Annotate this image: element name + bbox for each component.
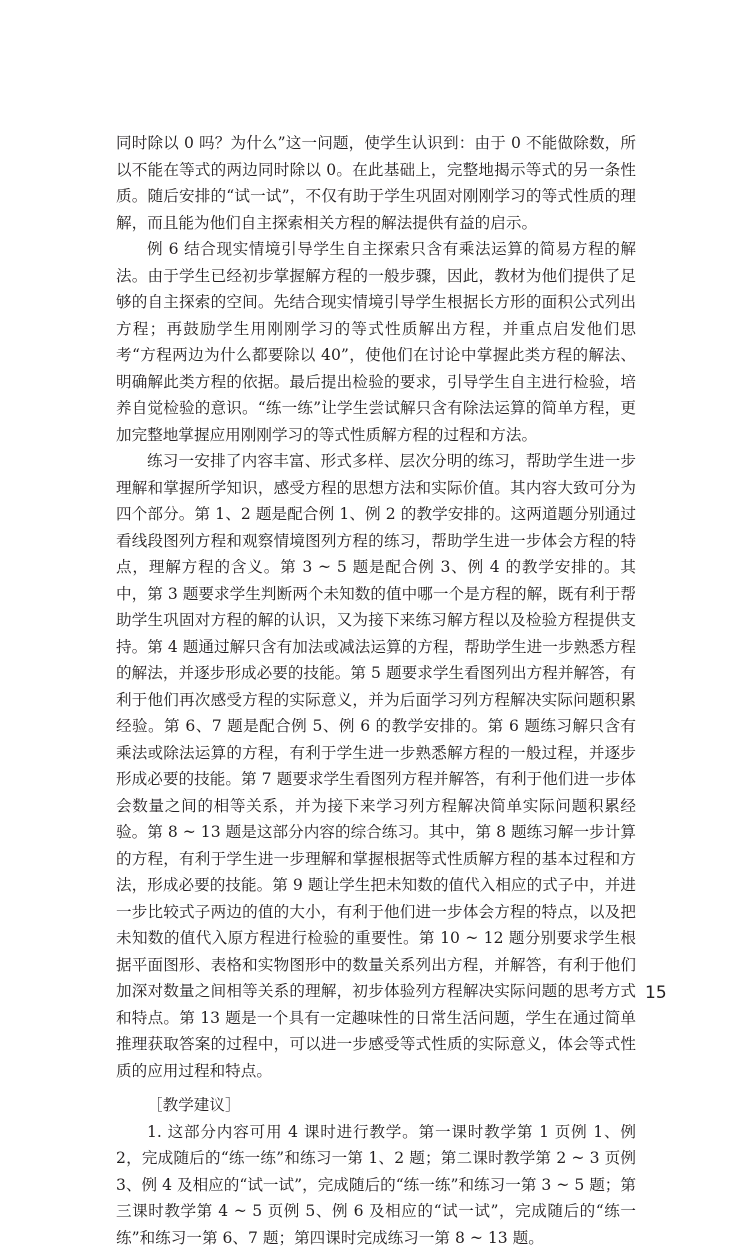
page-body: [116, 130, 636, 1251]
paragraph-exercise-1: 练习一安排了内容丰富、形式多样、层次分明的练习，帮助学生进一步理解和掌握所学知识，感受方程的思想方法和实际价值。其内容大致可分为四个部分。第 1、2 题是配合例 1、例 2 的教学安排的。这两道题分别通过看线段图列方程和观察情境图列方程的练习，帮助学生进一步体会方程的特点，理解方程的含义。第 3 ~ 5 题是配合例 3、例 4 的教学安排的。其中，第 3 题要求学生判断两个未知数的值中哪一个是方程的解，既有利于帮助学生巩固对方程的解的认识，又为接下来练习解方程以及检验方程提供支持。第 4 题通过解只含有加法或减法运算的方程，帮助学生进一步熟悉方程的解法，并逐步形成必要的技能。第 5 题要求学生看图列出方程并解答，有利于他们再次感受方程的实际意义，并为后面学习列方程解决实际问题积累经验。第 6、7 题是配合例 5、例 6 的教学安排的。第 6 题练习解只含有乘法或除法运算的方程，有利于学生进一步熟悉解方程的一般过程，并逐步形成必要的技能。第 7 题要求学生看图列方程并解答，有利于他们进一步体会数量之间的相等关系，并为接下来学习列方程解决简单实际问题积累经验。第 8 ~ 13 题是这部分内容的综合练习。其中，第 8 题练习解一步计算的方程，有利于学生进一步理解和掌握根据等式性质解方程的基本过程和方法，形成必要的技能。第 9 题让学生把未知数的值代入相应的式子中，并进一步比较式子两边的值的大小，有利于他们进一步体会方程的特点，以及把未知数的值代入原方程进行检验的重要性。第 10 ~ 12 题分别要求学生根据平面图形、表格和实物图形中的数量关系列出方程，并解答，有利于他们加深对数量之间相等关系的理解，初步体验列方程解决实际问题的思考方式和特点。第 13 题是一个具有一定趣味性的日常生活问题，学生在通过简单推理获取答案的过程中，可以进一步感受等式性质的实际意义，体会等式性质的应用过程和特点。: [116, 448, 636, 1084]
section-heading-teaching-suggestions: ［教学建议］: [116, 1092, 636, 1119]
paragraph-continuation: 同时除以 0 吗？为什么”这一问题，使学生认识到：由于 0 不能做除数，所以不能在等式的两边同时除以 0。在此基础上，完整地揭示等式的另一条性质。随后安排的“试一试”，不仅有助于学生巩固对刚刚学习的等式性质的理解，而且能为他们自主探索相关方程的解法提供有益的启示。: [116, 130, 636, 236]
paragraph-suggestion-1: 1. 这部分内容可用 4 课时进行教学。第一课时教学第 1 页例 1、例 2，完成随后的“练一练”和练习一第 1、2 题；第二课时教学第 2 ~ 3 页例 3、例 4 及相应的“试一试”，完成随后的“练一练”和练习一第 3 ~ 5 题；第三课时教学第 4 ~ 5 页例 5、例 6 及相应的“试一试”，完成随后的“练一练”和练习一第 6、7 题；第四课时完成练习一第 8 ~ 13 题。: [116, 1119, 636, 1251]
page-number: 15: [645, 983, 667, 1003]
paragraph-example-6: 例 6 结合现实情境引导学生自主探索只含有乘法运算的简易方程的解法。由于学生已经初步掌握解方程的一般步骤，因此，教材为他们提供了足够的自主探索的空间。先结合现实情境引导学生根据长方形的面积公式列出方程；再鼓励学生用刚刚学习的等式性质解出方程，并重点启发他们思考“方程两边为什么都要除以 40”，使他们在讨论中掌握此类方程的解法、明确解此类方程的依据。最后提出检验的要求，引导学生自主进行检验，培养自觉检验的意识。“练一练”让学生尝试解只含有除法运算的简单方程，更加完整地掌握应用刚刚学习的等式性质解方程的过程和方法。: [116, 236, 636, 448]
